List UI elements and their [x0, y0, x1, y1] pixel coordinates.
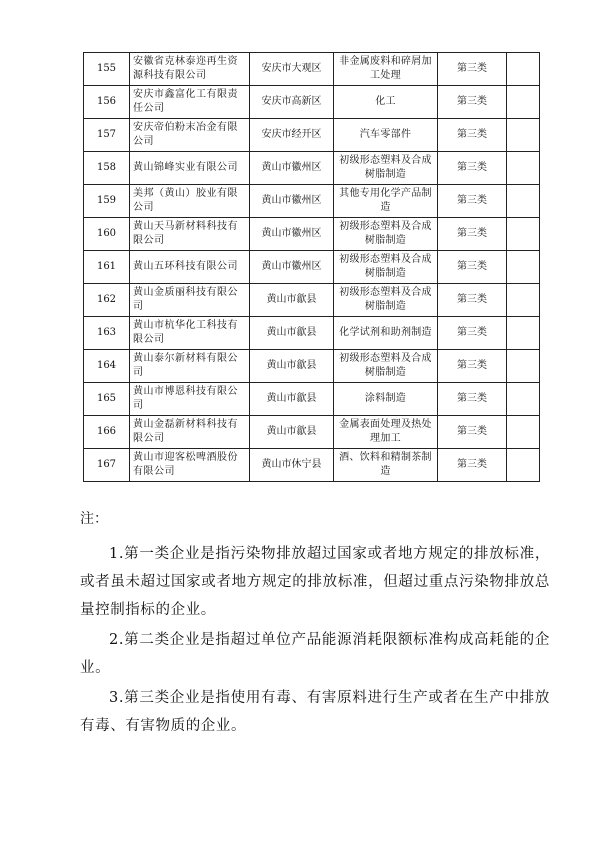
- enterprise-name: 安徽省克林泰迩再生资源科技有限公司: [130, 53, 250, 86]
- enterprise-location: 黄山市歙县: [250, 383, 334, 416]
- notes-title: 注：: [80, 511, 108, 527]
- table-row: [84, 53, 540, 86]
- enterprise-category: 第三类: [438, 350, 507, 383]
- enterprise-industry: 初级形态塑料及合成树脂制造: [334, 251, 438, 284]
- enterprise-location: 黄山市歙县: [250, 284, 334, 317]
- enterprise-note: [507, 86, 540, 119]
- enterprise-location: 黄山市歙县: [250, 416, 334, 449]
- enterprise-name: 美邦（黄山）胶业有限公司: [130, 185, 250, 218]
- table-row: [84, 152, 540, 185]
- table-row: [84, 284, 540, 317]
- enterprise-industry: 汽车零部件: [334, 119, 438, 152]
- enterprise-name: 黄山锦峰实业有限公司: [130, 152, 250, 185]
- enterprise-category: 第三类: [438, 416, 507, 449]
- enterprise-industry: 金属表面处理及热处理加工: [334, 416, 438, 449]
- enterprise-location: 安庆市经开区: [250, 119, 334, 152]
- enterprise-location: 黄山市徽州区: [250, 218, 334, 251]
- table-row: [84, 119, 540, 152]
- enterprise-industry: 其他专用化学产品制造: [334, 185, 438, 218]
- enterprise-category: 第三类: [438, 284, 507, 317]
- enterprise-note: [507, 416, 540, 449]
- enterprise-table: [83, 52, 540, 482]
- enterprise-industry: 涂料制造: [334, 383, 438, 416]
- enterprise-location: 黄山市徽州区: [250, 251, 334, 284]
- enterprise-name: 黄山天马新材料科技有限公司: [130, 218, 250, 251]
- enterprise-category: 第三类: [438, 53, 507, 86]
- enterprise-note: [507, 251, 540, 284]
- table-row: [84, 383, 540, 416]
- enterprise-category: 第三类: [438, 86, 507, 119]
- enterprise-industry: 初级形态塑料及合成树脂制造: [334, 350, 438, 383]
- table-row: [84, 86, 540, 119]
- enterprise-category: 第三类: [438, 152, 507, 185]
- table-row: [84, 317, 540, 350]
- enterprise-note: [507, 284, 540, 317]
- enterprise-note: [507, 383, 540, 416]
- row-number: 164: [84, 350, 130, 383]
- enterprise-industry: 初级形态塑料及合成树脂制造: [334, 284, 438, 317]
- enterprise-industry: 初级形态塑料及合成树脂制造: [334, 152, 438, 185]
- enterprise-note: [507, 218, 540, 251]
- enterprise-category: 第三类: [438, 218, 507, 251]
- note-item-3: 3.第三类企业是指使用有毒、有害原料进行生产或者在生产中排放有毒、有害物质的企业。: [80, 690, 550, 734]
- row-number: 156: [84, 86, 130, 119]
- enterprise-location: 黄山市歙县: [250, 317, 334, 350]
- enterprise-category: 第三类: [438, 449, 507, 482]
- enterprise-note: [507, 152, 540, 185]
- enterprise-category: 第三类: [438, 317, 507, 350]
- enterprise-note: [507, 119, 540, 152]
- enterprise-location: 黄山市歙县: [250, 350, 334, 383]
- table-row: [84, 251, 540, 284]
- enterprise-note: [507, 185, 540, 218]
- enterprise-category: 第三类: [438, 251, 507, 284]
- note-item-1: 1.第一类企业是指污染物排放超过国家或者地方规定的排放标准，或者虽未超过国家或者地方规定的排放标准，但超过重点污染物排放总量控制指标的企业。: [80, 546, 550, 618]
- enterprise-industry: 酒、饮料和精制茶制造: [334, 449, 438, 482]
- enterprise-category: 第三类: [438, 383, 507, 416]
- note-item-2: 2.第二类企业是指超过单位产品能源消耗限额标准构成高耗能的企业。: [80, 632, 550, 676]
- enterprise-category: 第三类: [438, 185, 507, 218]
- row-number: 160: [84, 218, 130, 251]
- row-number: 166: [84, 416, 130, 449]
- enterprise-industry: 化学试剂和助剂制造: [334, 317, 438, 350]
- row-number: 159: [84, 185, 130, 218]
- enterprise-note: [507, 317, 540, 350]
- enterprise-note: [507, 449, 540, 482]
- row-number: 155: [84, 53, 130, 86]
- enterprise-name: 黄山五环科技有限公司: [130, 251, 250, 284]
- enterprise-note: [507, 53, 540, 86]
- enterprise-industry: 初级形态塑料及合成树脂制造: [334, 218, 438, 251]
- enterprise-location: 黄山市休宁县: [250, 449, 334, 482]
- enterprise-name: 黄山市博恩科技有限公司: [130, 383, 250, 416]
- enterprise-name: 黄山金质丽科技有限公司: [130, 284, 250, 317]
- row-number: 165: [84, 383, 130, 416]
- enterprise-location: 黄山市徽州区: [250, 185, 334, 218]
- enterprise-name: 黄山泰尔新材料有限公司: [130, 350, 250, 383]
- notes-section: [80, 508, 550, 742]
- enterprise-industry: 非金属废料和碎屑加工处理: [334, 53, 438, 86]
- row-number: 157: [84, 119, 130, 152]
- row-number: 167: [84, 449, 130, 482]
- enterprise-note: [507, 350, 540, 383]
- enterprise-name: 黄山市迎客松啤酒股份有限公司: [130, 449, 250, 482]
- enterprise-location: 黄山市徽州区: [250, 152, 334, 185]
- table-row: [84, 416, 540, 449]
- enterprise-name: 黄山金磊新材料科技有限公司: [130, 416, 250, 449]
- row-number: 158: [84, 152, 130, 185]
- enterprise-industry: 化工: [334, 86, 438, 119]
- row-number: 161: [84, 251, 130, 284]
- row-number: 163: [84, 317, 130, 350]
- enterprise-name: 黄山市杭华化工科技有限公司: [130, 317, 250, 350]
- enterprise-name: 安庆市鑫富化工有限责任公司: [130, 86, 250, 119]
- row-number: 162: [84, 284, 130, 317]
- enterprise-table-body: [84, 53, 540, 482]
- table-row: [84, 218, 540, 251]
- table-row: [84, 350, 540, 383]
- enterprise-location: 安庆市大观区: [250, 53, 334, 86]
- table-row: [84, 449, 540, 482]
- enterprise-category: 第三类: [438, 119, 507, 152]
- enterprise-name: 安庆帝伯粉末冶金有限公司: [130, 119, 250, 152]
- enterprise-location: 安庆市高新区: [250, 86, 334, 119]
- table-row: [84, 185, 540, 218]
